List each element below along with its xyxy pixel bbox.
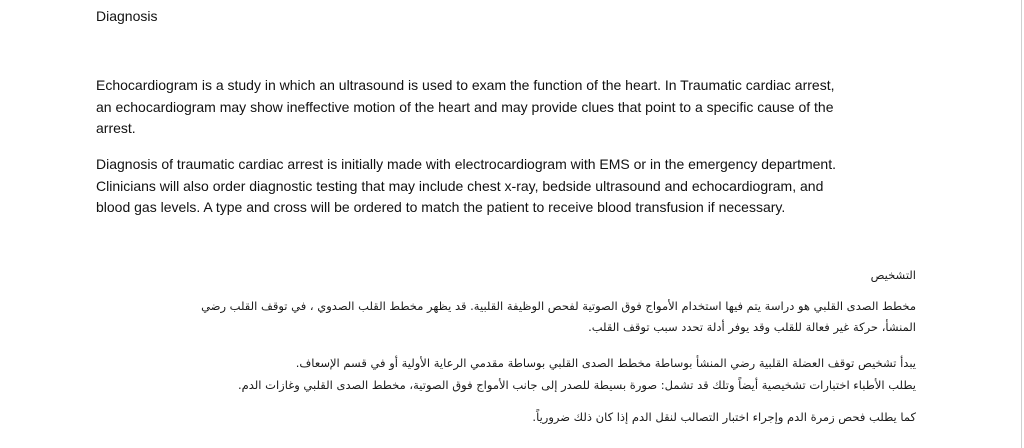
arabic-paragraph-2 — [116, 352, 916, 396]
english-paragraph-2 — [96, 154, 936, 219]
arabic-paragraph-3: كما يطلب فحص زمرة الدم وإجراء اختبار التصالب لنقل الدم إذا كان ذلك ضرورياً. — [532, 410, 916, 424]
page-edge-divider — [1021, 0, 1022, 448]
english-paragraph-1 — [96, 75, 936, 140]
text-line: blood gas levels. A type and cross will be ordered to match the patient to receive blood transfusion if necessary. — [96, 199, 786, 215]
text-line: Clinicians will also order diagnostic testing that may include chest x-ray, bedside ultrasound and echocardiogram, and — [96, 177, 824, 194]
arabic-paragraph-1 — [116, 296, 916, 338]
text-line: يطلب الأطباء اختبارات تشخيصية أيضاً وتلك قد تشمل: صورة بسيطة للصدر إلى جانب الأمواج فوق الصوتية، مخطط الصدى القلبي وغازات الدم. — [237, 378, 916, 392]
text-line: an echocardiogram may show ineffective motion of the heart and may provide clues that point to a specific cause of the — [96, 98, 834, 115]
text-line: Diagnosis of traumatic cardiac arrest is initially made with electrocardiogram with EMS or in the emergency department. — [96, 156, 836, 172]
text-line: مخطط الصدى القلبي هو دراسة يتم فيها استخدام الأمواج فوق الصوتية لفحص الوظيفة القلبية. قد يظهر مخطط القلب الصدوي ، في توقف القلب رضي — [201, 299, 916, 313]
arabic-heading: التشخيص — [870, 268, 916, 282]
section-heading: Diagnosis — [96, 8, 158, 24]
text-line: Echocardiogram is a study in which an ultrasound is used to exam the function of the heart. In Traumatic cardiac arrest, — [96, 77, 835, 93]
text-line: arrest. — [96, 120, 136, 136]
text-line: المنشأ، حركة غير فعالة للقلب وقد يوفر أدلة تحدد سبب توقف القلب. — [588, 320, 916, 334]
text-line: يبدأ تشخيص توقف العضلة القلبية رضي المنشأ بوساطة مخطط الصدى القلبي بوساطة مقدمي الرعاية الأولية أو في قسم الإسعاف. — [295, 356, 916, 370]
